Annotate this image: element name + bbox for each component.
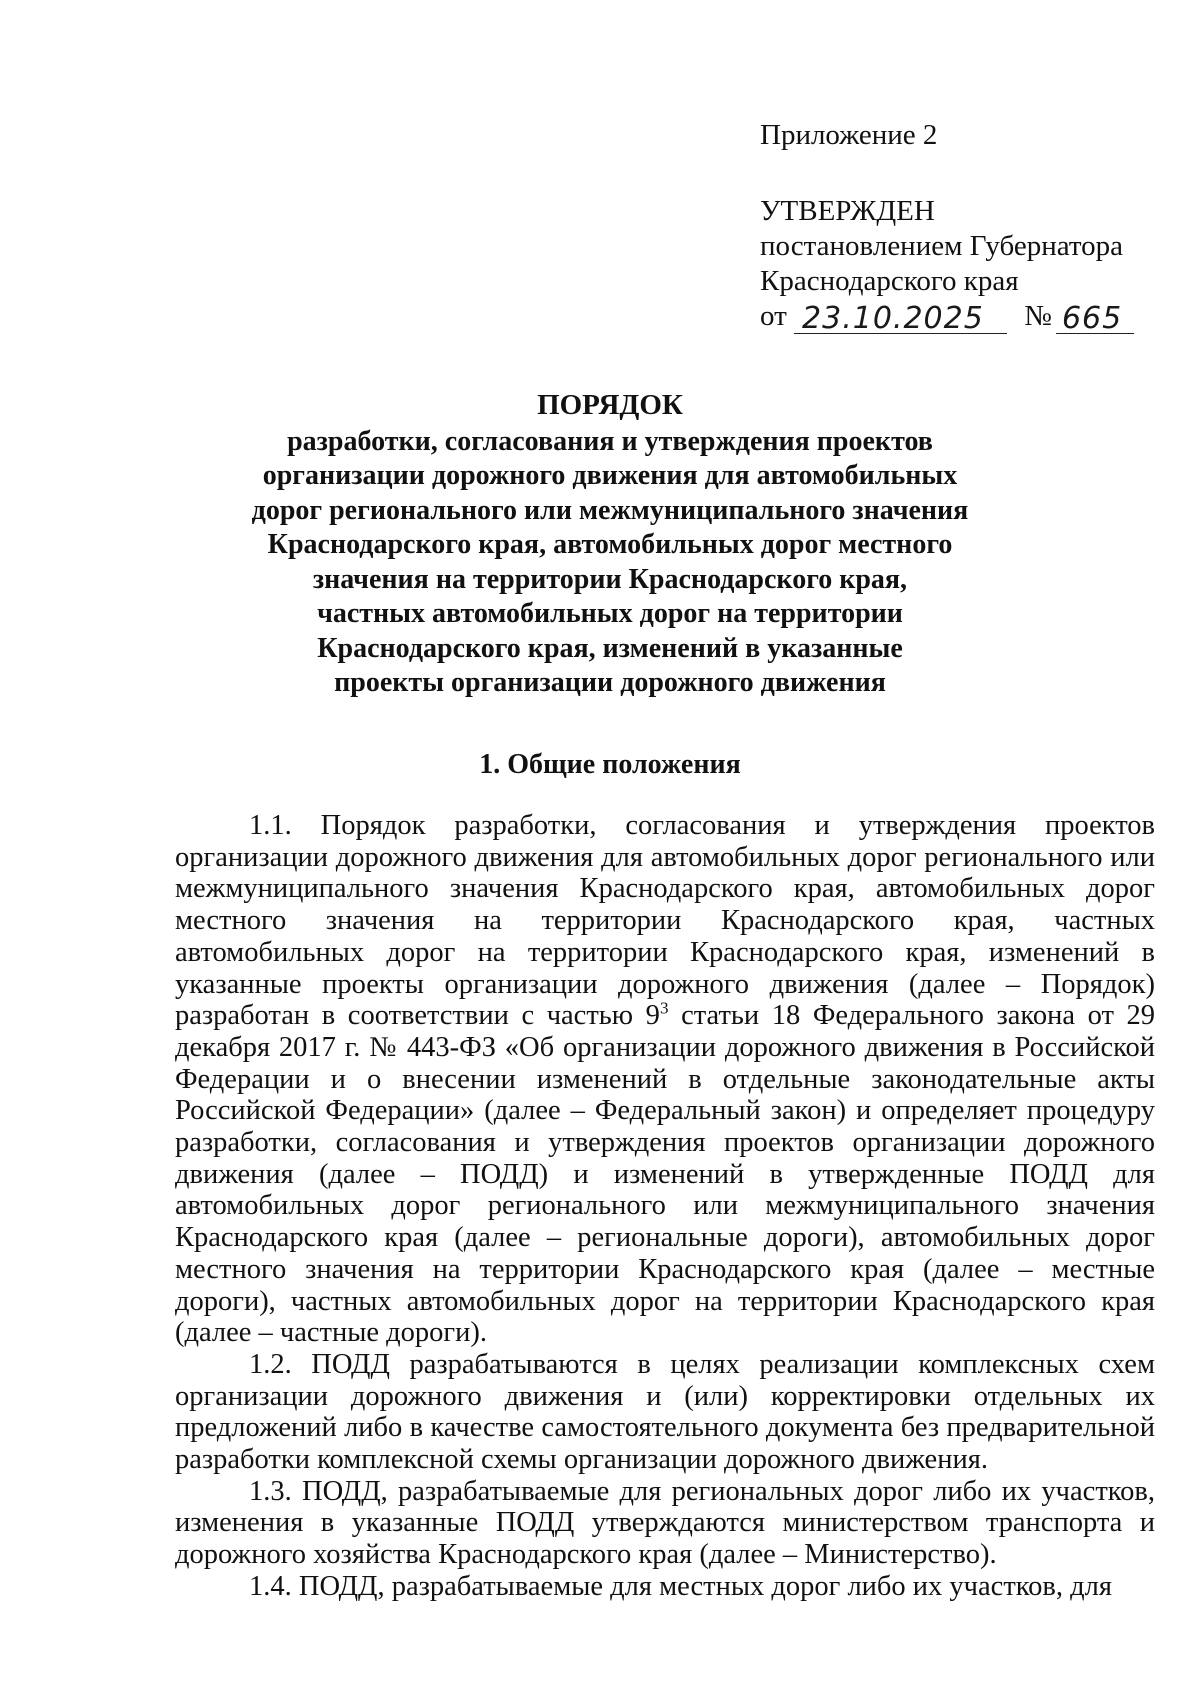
number-label: № — [1024, 300, 1052, 332]
document-title — [170, 388, 1050, 701]
document-body — [175, 810, 1155, 1603]
section-heading: 1. Общие положения — [479, 749, 741, 780]
title-line: Краснодарского края, автомобильных дорог местного — [267, 529, 953, 560]
paragraph-1-3: 1.3. ПОДД, разрабатываемые для региональных дорог либо их участков, изменения в указанные ПОДД утверждаются министерством транспорта и дорожного хозяйства Краснодарского края (далее – Министерство). — [175, 1475, 1155, 1571]
handwritten-number: 665 — [1056, 301, 1134, 334]
date-number-line — [760, 299, 1134, 334]
paragraph-text: 1.1. Порядок разработки, согласования и утверждения проектов организации дорожного движения для автомобильных дорог регионального или межмуниципального значения Краснодарского края, автомобильных дорог местного значения на территории Краснодарского края, частных автомобильных дорог на территории Краснодарского края, изменений в указанные проекты организации дорожного движения (далее – Порядок) разработан в соответствии с частью 9 — [175, 810, 1155, 1032]
approved-by-line: постановлением Губернатора — [760, 230, 1124, 262]
date-prefix: от — [760, 300, 787, 332]
title-main: ПОРЯДОК — [537, 389, 683, 421]
appendix-label: Приложение 2 — [760, 119, 938, 151]
title-line: проекты организации дорожного движения — [334, 667, 886, 698]
superscript: 3 — [659, 998, 669, 1018]
approved-by-region: Краснодарского края — [760, 265, 1019, 297]
title-line: организации дорожного движения для автомобильных — [262, 460, 958, 491]
approval-block — [760, 118, 1134, 334]
title-line: дорог регионального или межмуниципального значения — [251, 494, 969, 526]
paragraph-1-1 — [175, 810, 1155, 1349]
paragraph-1-4: 1.4. ПОДД, разрабатываемые для местных дорог либо их участков, для — [249, 1570, 1112, 1602]
title-line: разработки, согласования и утверждения проектов — [287, 425, 933, 457]
title-line: значения на территории Краснодарского края, — [312, 563, 908, 595]
title-line: Краснодарского края, изменений в указанные — [317, 632, 903, 664]
approved-label: УТВЕРЖДЕН — [760, 195, 935, 227]
handwritten-date: 23.10.2025 — [794, 301, 1007, 334]
paragraph-1-2: 1.2. ПОДД разрабатываются в целях реализации комплексных схем организации дорожного движения и (или) корректировки отдельных их предложений либо в качестве самостоятельного документа без предварительной разработки комплексной схемы организации дорожного движения. — [175, 1348, 1155, 1476]
paragraph-text: статьи 18 Федерального закона от 29 декабря 2017 г. № 443-ФЗ «Об организации дорожного движения в Российской Федерации и о внесении изменений в отдельные законодательные акты Российской Федерации» (далее – Федеральный закон) и определяет процедуру разработки, согласования и утверждения проектов организации дорожного движения (далее – ПОДД) и изменений в утвержденные ПОДД для автомобильных дорог регионального или межмуниципального значения Краснодарского края (далее – региональные дороги), автомобильных дорог местного значения на территории Краснодарского края (далее – местные дороги), частных автомобильных дорог на территории Краснодарского края (далее – частные дороги). — [175, 1000, 1156, 1349]
title-line: частных автомобильных дорог на территории — [317, 598, 903, 629]
